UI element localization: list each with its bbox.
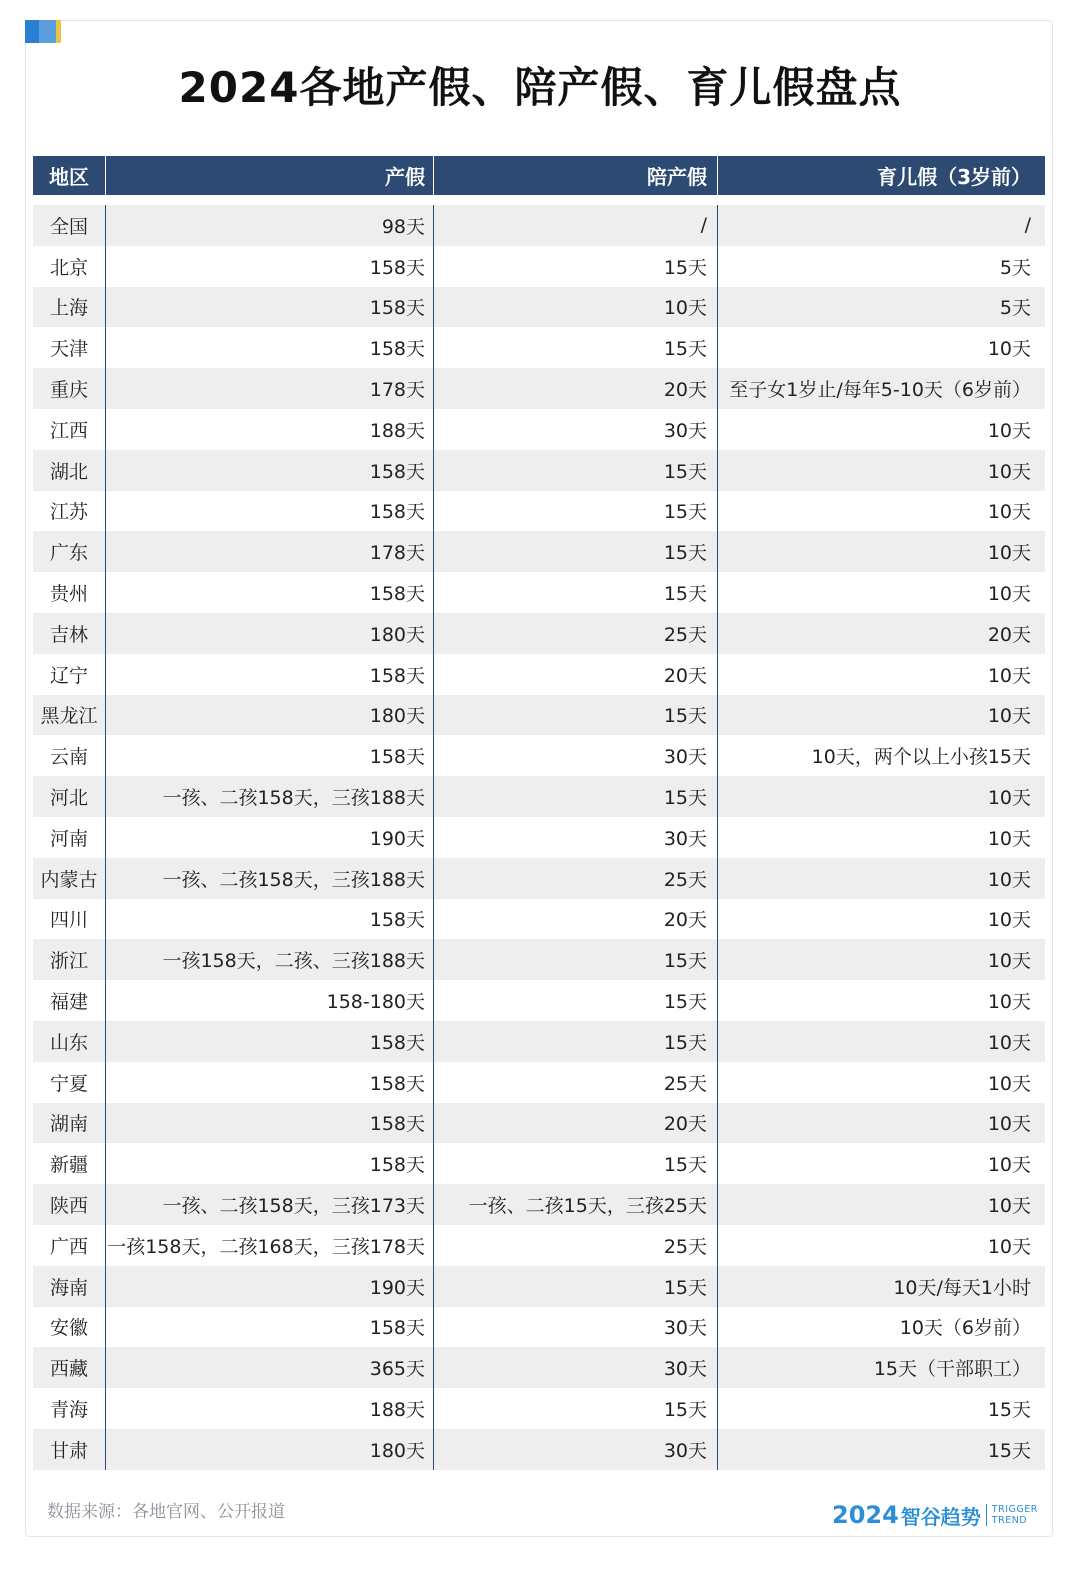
cell-paternity: 25天 [434,1062,718,1103]
table-row [33,1225,1045,1266]
cell-region: 湖南 [33,1103,106,1144]
cell-maternity: 178天 [106,368,434,409]
table-row [33,735,1045,776]
table-row [33,327,1045,368]
cell-maternity: 158天 [106,1021,434,1062]
cell-paternity: 20天 [434,368,718,409]
cell-region: 陕西 [33,1184,106,1225]
cell-maternity: 180天 [106,1429,434,1470]
table-row [33,205,1045,246]
cell-paternity: 15天 [434,531,718,572]
cell-paternity: 20天 [434,899,718,940]
cell-maternity: 158天 [106,1143,434,1184]
cell-region: 湖北 [33,450,106,491]
cell-maternity: 178天 [106,531,434,572]
cell-paternity: 15天 [434,980,718,1021]
cell-childcare: 10天 [987,542,1031,565]
table-row [33,287,1045,328]
table-row [33,1388,1045,1429]
cell-maternity: 190天 [106,817,434,858]
cell-paternity: 10天 [434,287,718,328]
cell-paternity: 25天 [434,1225,718,1266]
cell-childcare: 10天 [987,1235,1031,1258]
cell-region: 安徽 [33,1307,106,1348]
cell-region: 宁夏 [33,1062,106,1103]
logo-year: 2024 [832,1501,899,1529]
cell-childcare: 10天 [987,868,1031,891]
cell-region: 全国 [33,205,106,246]
table-row [33,980,1045,1021]
cell-maternity: 158天 [106,246,434,287]
brand-logo [832,1500,1038,1530]
cell-childcare: 至子女1岁止/每年5-10天（6岁前） [729,379,1031,402]
logo-brand: 智谷趋势 [900,1504,981,1529]
cell-paternity: 15天 [434,1388,718,1429]
corner-block-yellow [56,20,61,43]
cell-maternity: 188天 [106,1388,434,1429]
table-row [33,1184,1045,1225]
cell-maternity: 180天 [106,613,434,654]
logo-en-line1: TRIGGER [991,1504,1038,1515]
cell-childcare: 10天 [987,1072,1031,1095]
cell-region: 青海 [33,1388,106,1429]
cell-paternity: 25天 [434,613,718,654]
cell-childcare: 10天 [987,827,1031,850]
table-row [33,246,1045,287]
table-row [33,1062,1045,1103]
cell-paternity: 15天 [434,939,718,980]
cell-maternity: 158天 [106,450,434,491]
header-maternity: 产假 [106,156,434,195]
cell-maternity: 158-180天 [106,980,434,1021]
table-row [33,409,1045,450]
cell-paternity: 30天 [434,1307,718,1348]
cell-maternity: 158天 [106,327,434,368]
cell-paternity: 20天 [434,654,718,695]
cell-maternity: 一孩158天，二孩、三孩188天 [106,939,434,980]
table-body [33,205,1045,1470]
table-row [33,450,1045,491]
cell-childcare: 10天 [987,664,1031,687]
page-title: 2024各地产假、陪产假、育儿假盘点 [178,63,902,112]
cell-paternity: 15天 [434,776,718,817]
cell-childcare: 20天 [987,623,1031,646]
cell-region: 甘肃 [33,1429,106,1470]
cell-region: 江苏 [33,491,106,532]
cell-childcare: 10天 [987,501,1031,524]
cell-maternity: 180天 [106,695,434,736]
cell-childcare: 10天 [987,909,1031,932]
cell-childcare: 15天（干部职工） [873,1358,1031,1381]
table-row [33,613,1045,654]
cell-region: 黑龙江 [33,695,106,736]
table-row [33,1103,1045,1144]
cell-paternity: 15天 [434,1021,718,1062]
cell-maternity: 158天 [106,287,434,328]
cell-paternity: 15天 [434,327,718,368]
cell-region: 北京 [33,246,106,287]
data-source-note: 数据来源：各地官网、公开报道 [47,1502,285,1522]
logo-divider [986,1504,987,1526]
cell-maternity: 158天 [106,1103,434,1144]
cell-maternity: 一孩、二孩158天，三孩188天 [106,776,434,817]
cell-maternity: 365天 [106,1347,434,1388]
cell-region: 广东 [33,531,106,572]
cell-childcare: 10天，两个以上小孩15天 [811,746,1031,769]
cell-region: 西藏 [33,1347,106,1388]
cell-region: 新疆 [33,1143,106,1184]
cell-paternity: 15天 [434,246,718,287]
cell-paternity: 30天 [434,817,718,858]
cell-region: 重庆 [33,368,106,409]
cell-region: 云南 [33,735,106,776]
cell-childcare: 15天 [987,1399,1031,1421]
cell-childcare: 10天 [987,1195,1031,1218]
cell-maternity: 158天 [106,735,434,776]
cell-childcare: 10天 [987,583,1031,606]
cell-region: 河南 [33,817,106,858]
table-row [33,899,1045,940]
cell-region: 江西 [33,409,106,450]
table-row [33,1266,1045,1307]
cell-region: 广西 [33,1225,106,1266]
cell-childcare: / [1024,214,1031,237]
cell-maternity: 一孩158天，二孩168天，三孩178天 [106,1225,434,1266]
cell-paternity: 30天 [434,735,718,776]
cell-childcare: 10天 [987,705,1031,728]
cell-childcare: 5天 [999,256,1031,279]
corner-block-blue [25,20,39,43]
header-region: 地区 [33,156,106,195]
corner-block-lightblue [39,20,56,43]
cell-paternity: 15天 [434,1266,718,1307]
table-row [33,1021,1045,1062]
cell-region: 四川 [33,899,106,940]
cell-region: 辽宁 [33,654,106,695]
cell-maternity: 158天 [106,654,434,695]
logo-en-line2: TREND [991,1515,1028,1526]
cell-paternity: / [434,205,718,246]
cell-region: 山东 [33,1021,106,1062]
cell-region: 吉林 [33,613,106,654]
table-row [33,858,1045,899]
header-paternity: 陪产假 [434,156,718,195]
table-row [33,1429,1045,1470]
logo-english [992,1504,1038,1526]
cell-region: 福建 [33,980,106,1021]
leave-table [33,156,1045,1470]
cell-childcare: 15天 [987,1439,1031,1462]
cell-paternity: 30天 [434,1347,718,1388]
cell-region: 河北 [33,776,106,817]
table-header-row [33,156,1045,195]
cell-paternity: 30天 [434,409,718,450]
cell-region: 海南 [33,1266,106,1307]
cell-paternity: 15天 [434,695,718,736]
cell-maternity: 190天 [106,1266,434,1307]
cell-childcare: 10天 [987,1113,1031,1136]
cell-childcare: 10天 [987,950,1031,973]
cell-maternity: 158天 [106,572,434,613]
cell-paternity: 20天 [434,1103,718,1144]
table-row [33,491,1045,532]
cell-paternity: 15天 [434,450,718,491]
table-row [33,817,1045,858]
table-row [33,695,1045,736]
cell-maternity: 158天 [106,1062,434,1103]
cell-paternity: 15天 [434,572,718,613]
table-row [33,572,1045,613]
table-row [33,531,1045,572]
cell-paternity: 一孩、二孩15天，三孩25天 [434,1184,718,1225]
cell-region: 浙江 [33,939,106,980]
cell-childcare: 10天（6岁前） [899,1317,1031,1340]
table-row [33,776,1045,817]
cell-childcare: 10天 [987,1154,1031,1177]
cell-paternity: 30天 [434,1429,718,1470]
cell-paternity: 15天 [434,491,718,532]
cell-maternity: 一孩、二孩158天，三孩188天 [106,858,434,899]
cell-maternity: 98天 [106,205,434,246]
cell-maternity: 188天 [106,409,434,450]
cell-childcare: 10天 [987,419,1031,442]
corner-brand-mark [25,20,63,43]
table-row [33,939,1045,980]
cell-maternity: 一孩、二孩158天，三孩173天 [106,1184,434,1225]
cell-childcare: 10天 [987,1031,1031,1054]
cell-maternity: 158天 [106,899,434,940]
table-row [33,368,1045,409]
cell-maternity: 158天 [106,491,434,532]
cell-childcare: 10天/每天1小时 [893,1276,1031,1299]
cell-paternity: 15天 [434,1143,718,1184]
table-row [33,1307,1045,1348]
table-row [33,654,1045,695]
cell-region: 天津 [33,327,106,368]
cell-region: 内蒙古 [33,858,106,899]
cell-childcare: 5天 [999,297,1031,320]
cell-childcare: 10天 [987,991,1031,1014]
cell-childcare: 10天 [987,460,1031,483]
table-row [33,1143,1045,1184]
cell-paternity: 25天 [434,858,718,899]
cell-region: 上海 [33,287,106,328]
table-row [33,1347,1045,1388]
cell-maternity: 158天 [106,1307,434,1348]
cell-childcare: 10天 [987,787,1031,810]
header-childcare: 育儿假（3岁前） [877,165,1031,189]
cell-childcare: 10天 [987,338,1031,361]
cell-region: 贵州 [33,572,106,613]
